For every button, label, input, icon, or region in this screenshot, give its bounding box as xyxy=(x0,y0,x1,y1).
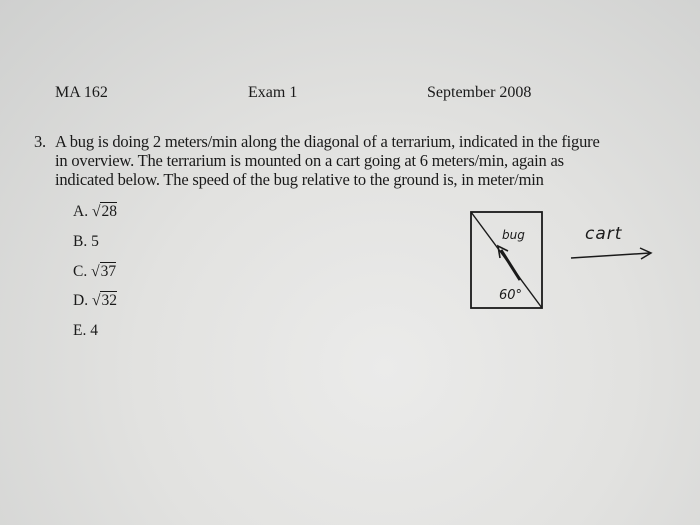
option-letter: B. xyxy=(73,233,88,250)
option-letter: A. xyxy=(73,203,89,220)
option-value: 4 xyxy=(90,322,98,339)
question-number: 3. xyxy=(34,132,46,151)
option-a: A. √28 xyxy=(73,203,117,220)
bug-label: bug xyxy=(502,228,525,242)
option-d: D. √32 xyxy=(73,292,117,309)
exam-label: Exam 1 xyxy=(248,84,298,101)
option-value: 32 xyxy=(101,292,117,309)
option-letter: C. xyxy=(73,263,88,280)
option-letter: D. xyxy=(73,292,89,309)
angle-label: 60° xyxy=(499,288,523,303)
question-line-3: indicated below. The speed of the bug relative to the ground is, in meter/min xyxy=(55,170,544,189)
question-line-1: A bug is doing 2 meters/min along the diagonal of a terrarium, indicated in the figure xyxy=(55,132,600,151)
cart-label: cart xyxy=(585,224,623,244)
option-c: C. √37 xyxy=(73,263,117,280)
option-value: 28 xyxy=(101,203,117,220)
bug-velocity-arrow xyxy=(501,250,520,280)
option-value: 37 xyxy=(100,263,117,280)
date-label: September 2008 xyxy=(427,84,532,101)
option-value: 5 xyxy=(91,233,99,250)
option-letter: E. xyxy=(73,322,87,339)
cart-arrow xyxy=(571,253,650,258)
question-line-2: in overview. The terrarium is mounted on a cart going at 6 meters/min, again as xyxy=(55,151,564,170)
course-label: MA 162 xyxy=(55,84,108,101)
